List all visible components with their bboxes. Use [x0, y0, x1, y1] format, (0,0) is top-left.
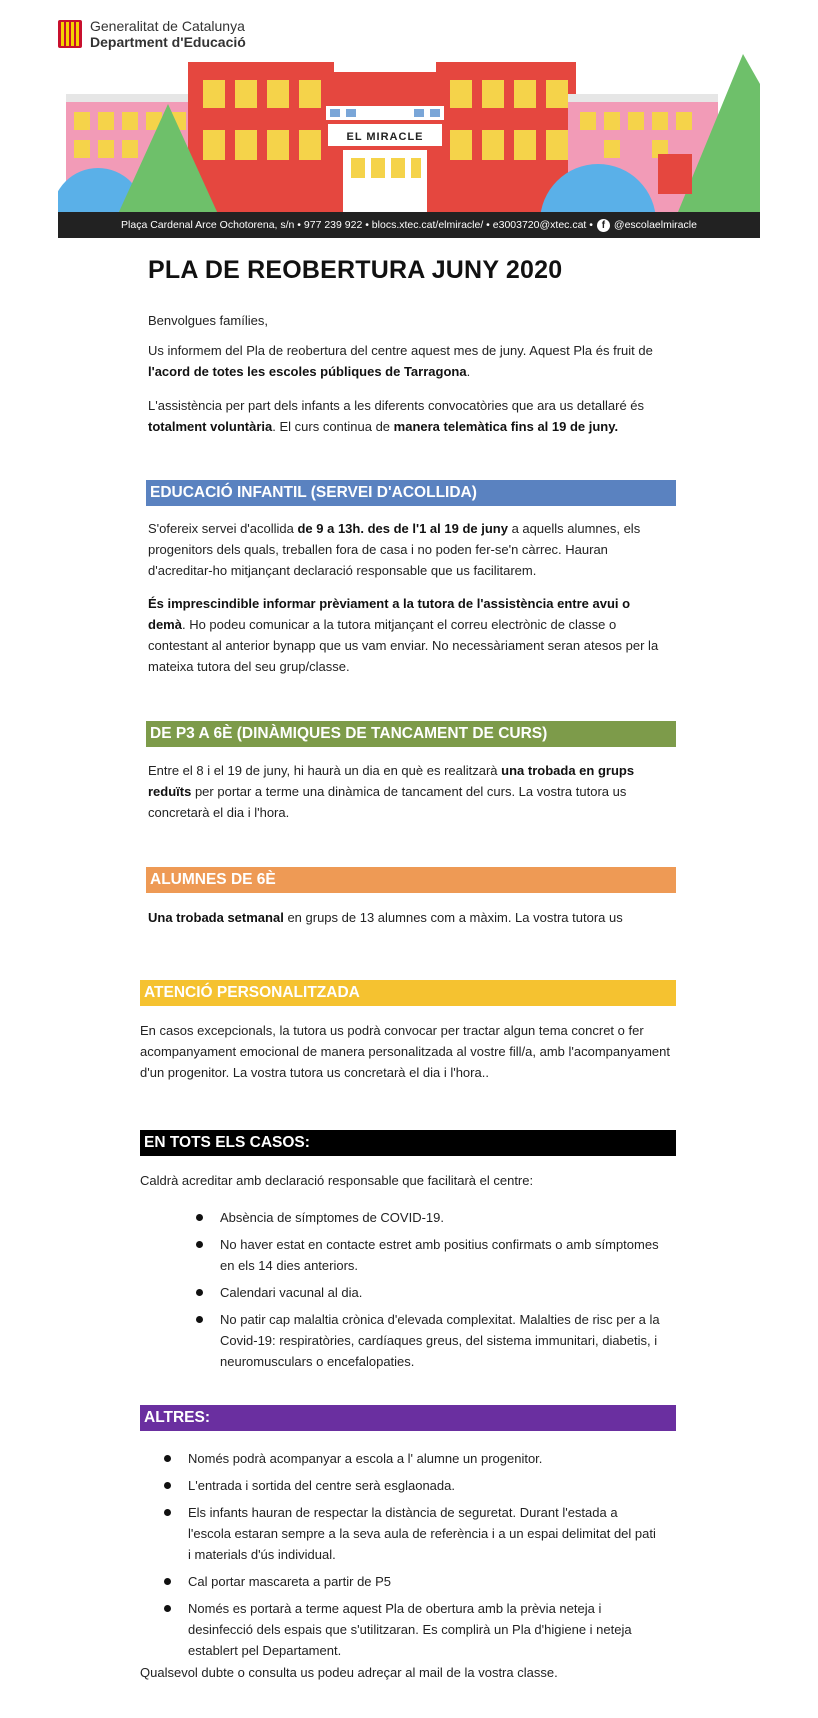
facebook-icon: f — [597, 219, 610, 232]
generalitat-logo — [58, 18, 246, 50]
section-heading-atencio: ATENCIÓ PERSONALITZADA — [140, 980, 676, 1006]
section-heading-altres: ALTRES: — [140, 1405, 676, 1431]
list-item: Els infants hauran de respectar la distància de seguretat. Durant l'estada a l'escola estaran sempre a la seva aula de referència i a un espai delimitat del pati i materials d'ús individual. — [158, 1502, 658, 1565]
tots-list — [190, 1207, 676, 1378]
intro-paragraph-2: L'assistència per part dels infants a les diferents convocatòries que ara us detallaré és totalment voluntària. El curs continua de manera telemàtica fins al 19 de juny. — [148, 398, 645, 434]
list-item: No haver estat en contacte estret amb positius confirmats o amb símptomes en els 14 dies anteriors. — [190, 1234, 676, 1276]
social-handle: @escolaelmiracle — [613, 219, 697, 231]
altres-list — [158, 1448, 658, 1667]
logo-line-2: Department d'Educació — [90, 34, 246, 50]
section-heading-6e: ALUMNES DE 6È — [146, 867, 676, 893]
list-item: Absència de símptomes de COVID-19. — [190, 1207, 676, 1228]
page-title: PLA DE REOBERTURA JUNY 2020 — [148, 256, 563, 284]
tots-intro: Caldrà acreditar amb declaració responsable que facilitarà el centre: — [140, 1173, 534, 1188]
closing-text: Qualsevol dubte o consulta us podeu adreçar al mail de la vostra classe. — [140, 1665, 558, 1680]
6e-paragraph: Una trobada setmanal en grups de 13 alumnes com a màxim. La vostra tutora us — [148, 910, 623, 925]
list-item: Cal portar mascareta a partir de P5 — [158, 1571, 658, 1592]
contact-strip — [58, 212, 760, 238]
list-item: Només es portarà a terme aquest Pla de obertura amb la prèvia neteja i desinfecció dels espais que s'utilitzaran. Es complirà un Pla d'higiene i neteja establert pel Departament. — [158, 1598, 658, 1661]
section-heading-p3-6: DE P3 A 6È (DINÀMIQUES DE TANCAMENT DE CURS) — [146, 721, 676, 747]
greeting: Benvolgues famílies, — [148, 313, 268, 328]
infantil-paragraph-1: S'ofereix servei d'acollida de 9 a 13h. des de l'1 al 19 de juny a aquells alumnes, els progenitors dels quals, treballen fora de casa i no poden fer-se'n càrrec. Hauran d'acreditar-ho mitjançant declaració responsable que us facilitarem. — [148, 521, 641, 578]
school-sign: EL MIRACLE — [346, 131, 424, 143]
intro-paragraph-1: Us informem del Pla de reobertura del centre aquest mes de juny. Aquest Pla és fruit de l'acord de totes les escoles públiques de Tarragona. — [148, 343, 653, 379]
list-item: Calendari vacunal al dia. — [190, 1282, 676, 1303]
section-heading-infantil: EDUCACIÓ INFANTIL (SERVEI D'ACOLLIDA) — [146, 480, 676, 506]
list-item: No patir cap malaltia crònica d'elevada complexitat. Malalties de risc per a la Covid-19: respiratòries, cardíaques greus, del sistema immunitari, diabetis, i neuromusculars o encefalopaties. — [190, 1309, 676, 1372]
contact-text: Plaça Cardenal Arce Ochotorena, s/n • 977 239 922 • blocs.xtec.cat/elmiracle/ • e3003720@xtec.cat • — [121, 219, 593, 231]
list-item: Només podrà acompanyar a escola a l' alumne un progenitor. — [158, 1448, 658, 1469]
school-banner-illustration — [58, 54, 760, 238]
p3-6-paragraph: Entre el 8 i el 19 de juny, hi haurà un dia en què es realitzarà una trobada en grups reduïts per portar a terme una dinàmica de tancament del curs. La vostra tutora us concretarà el dia i l'hora. — [148, 763, 635, 820]
list-item: L'entrada i sortida del centre serà esglaonada. — [158, 1475, 658, 1496]
logo-line-1: Generalitat de Catalunya — [90, 18, 245, 34]
department-name — [90, 18, 246, 50]
infantil-paragraph-2: És imprescindible informar prèviament a la tutora de l'assistència entre avui o demà. Ho podeu comunicar a la tutora mitjançant el correu electrònic de classe o contestant al anterior bynapp que us vam enviar. No necessàriament seran atesos per la mateixa tutora del seu grup/classe. — [148, 596, 659, 674]
atencio-paragraph: En casos excepcionals, la tutora us podrà convocar per tractar algun tema concret o fer acompanyament emocional de manera personalitzada al vostre fill/a, amb l'acompanyament d'un progenitor. La vostra tutora us concretarà el dia i l'hora.. — [140, 1023, 670, 1080]
section-heading-tots: EN TOTS ELS CASOS: — [140, 1130, 676, 1156]
senyera-icon — [58, 20, 82, 48]
